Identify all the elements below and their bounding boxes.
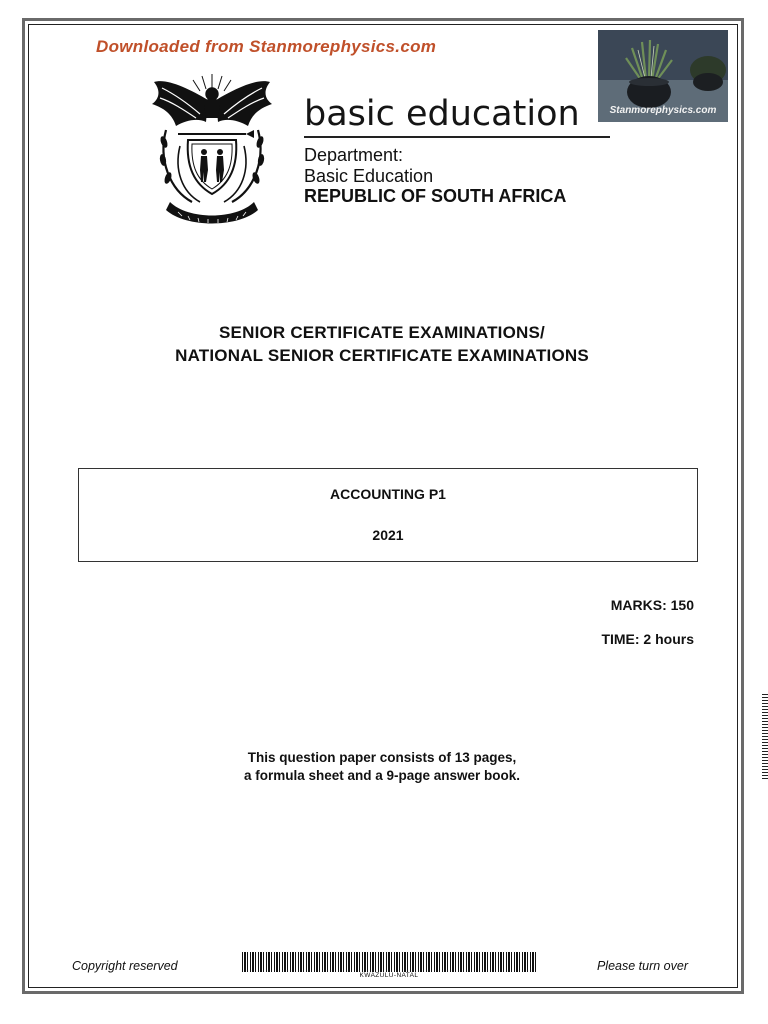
turn-over-label: Please turn over [596, 959, 688, 973]
exam-heading-line1: SENIOR CERTIFICATE EXAMINATIONS/ [219, 323, 545, 342]
barcode-label: KWAZULU-NATAL [359, 972, 419, 979]
download-stamp: Downloaded from Stanmorephysics.com [96, 37, 437, 56]
barcode [242, 952, 536, 972]
brand-divider [304, 136, 610, 138]
country-name: REPUBLIC OF SOUTH AFRICA [304, 186, 567, 206]
page-count-note-line1: This question paper consists of 13 pages, [247, 750, 517, 765]
coat-of-arms-icon [148, 70, 276, 226]
photo-watermark-label: Stanmorephysics.com [609, 105, 717, 116]
time-label: TIME: 2 hours [601, 631, 694, 647]
marks-label: MARKS: 150 [610, 597, 694, 613]
department-label: Department: [304, 145, 404, 165]
scan-edge-marks [762, 694, 768, 780]
subject-name: ACCOUNTING P1 [330, 486, 446, 502]
copyright-label: Copyright reserved [72, 959, 178, 973]
coat-of-arms-graphic [148, 70, 276, 226]
exam-heading-line2: NATIONAL SENIOR CERTIFICATE EXAMINATIONS [175, 346, 589, 365]
page-count-note-line2: a formula sheet and a 9-page answer book. [243, 768, 521, 783]
subject-box [78, 468, 698, 562]
department-name: Basic Education [304, 166, 434, 186]
subject-year: 2021 [372, 527, 404, 543]
brand-title: basic education [304, 94, 580, 134]
plant-photo [598, 30, 728, 122]
